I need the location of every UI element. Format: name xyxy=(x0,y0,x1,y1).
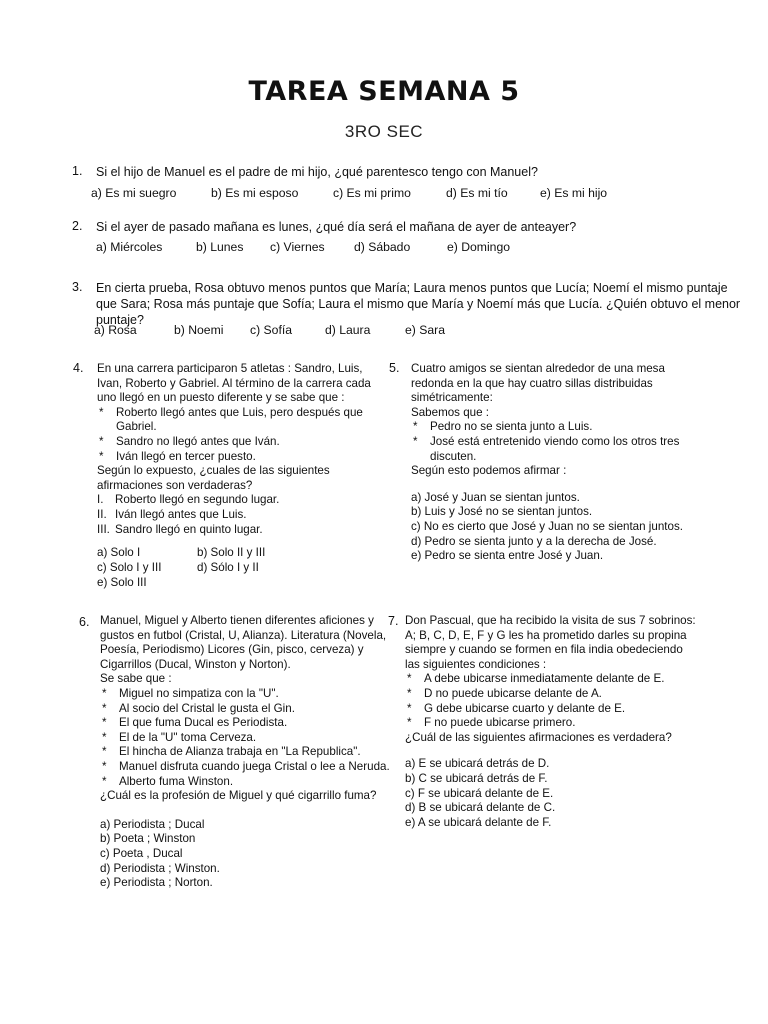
option: d) B se ubicará delante de C. xyxy=(405,801,556,815)
question-prompt: Según lo expuesto, ¿cuales de las siguientes xyxy=(97,464,330,478)
option: a) Periodista ; Ducal xyxy=(100,817,205,831)
question-prompt: afirmaciones son verdaderas? xyxy=(97,478,253,492)
bullet-marker: * xyxy=(407,686,412,700)
bullet-item: * A debe ubicarse inmediatamente delante de E. xyxy=(407,672,665,686)
question-prompt: Según esto podemos afirmar : xyxy=(411,464,567,478)
option: a) Rosa xyxy=(94,323,137,337)
text-line: siempre y cuando se formen en fila india obedeciendo xyxy=(405,643,683,657)
question-1-text: Si el hijo de Manuel es el padre de mi hijo, ¿qué parentesco tengo con Manuel? xyxy=(96,165,538,179)
bullet-item: * Manuel disfruta cuando juega Cristal o lee a Neruda. xyxy=(102,759,390,773)
option: c) Es mi primo xyxy=(333,186,411,200)
bullet-item: * Miguel no simpatiza con la "U". xyxy=(102,686,279,700)
text-line: En cierta prueba, Rosa obtuvo menos puntos que María; Laura menos puntos que Lucía; Noemí el mismo puntaje xyxy=(96,281,728,295)
bullet-marker: * xyxy=(413,434,418,448)
bullet-item: * El hincha de Alianza trabaja en "La Republica". xyxy=(102,745,361,759)
text-line: Manuel, Miguel y Alberto tienen diferentes aficiones y xyxy=(100,614,374,627)
option: c) F se ubicará delante de E. xyxy=(405,786,554,800)
bullet-item: * El de la "U" toma Cerveza. xyxy=(102,730,257,744)
bullet-marker: * xyxy=(102,774,107,788)
bullet-item: * Pedro no se sienta junto a Luis. xyxy=(413,420,593,434)
option: b) Poeta ; Winston xyxy=(100,832,196,846)
statement-item: I. Roberto llegó en segundo lugar. xyxy=(97,493,280,507)
bullet-item: * F no puede ubicarse primero. xyxy=(407,716,576,730)
bullet-marker: * xyxy=(102,730,107,744)
bullet-marker: * xyxy=(407,672,412,686)
question-1-number: 1. xyxy=(72,164,83,178)
text-line: Poesía, Periodismo) Licores (Gin, pisco, cerveza) y xyxy=(100,643,364,657)
question-3-text xyxy=(96,280,741,328)
question-2-number: 2. xyxy=(72,219,83,233)
bullet-continuation: Gabriel. xyxy=(116,420,157,434)
page-title: TAREA SEMANA 5 xyxy=(248,76,520,107)
option: d) Sólo I y II xyxy=(197,561,259,575)
option: a) José y Juan se sientan juntos. xyxy=(411,490,580,504)
option: d) Laura xyxy=(325,323,371,337)
option: b) Noemi xyxy=(174,323,224,337)
option: b) Es mi esposo xyxy=(211,186,299,200)
bullet-marker: * xyxy=(99,449,104,463)
question-5-body xyxy=(411,362,683,564)
question-6-number: 6. xyxy=(79,615,90,629)
question-2-text: Si el ayer de pasado mañana es lunes, ¿qué día será el mañana de ayer de anteayer? xyxy=(96,220,577,234)
known-facts-label: Sabemos que : xyxy=(411,405,489,419)
option: c) Viernes xyxy=(270,240,325,254)
option: a) Miércoles xyxy=(96,240,163,254)
text-line: uno llegó en un puesto diferente y se sabe que : xyxy=(97,391,345,405)
option: d) Es mi tío xyxy=(446,186,508,200)
option: b) Luis y José no se sientan juntos. xyxy=(411,505,593,519)
bullet-marker: * xyxy=(99,434,104,448)
option: e) Solo III xyxy=(97,576,147,590)
option: e) Domingo xyxy=(447,240,510,254)
statement-item: II. Iván llegó antes que Luis. xyxy=(97,507,247,521)
bullet-item: * El que fuma Ducal es Periodista. xyxy=(102,716,288,730)
question-4-options xyxy=(97,546,369,590)
option: c) Sofía xyxy=(250,323,292,337)
bullet-marker: * xyxy=(102,686,107,700)
option: c) Poeta , Ducal xyxy=(100,846,183,860)
bullet-item: * Sandro no llegó antes que Iván. xyxy=(99,434,280,448)
bullet-item: * Alberto fuma Winston. xyxy=(102,774,234,788)
option: d) Sábado xyxy=(354,240,411,254)
option: b) Solo II y III xyxy=(197,546,266,560)
question-7-body xyxy=(405,614,695,830)
text-line: las siguientes condiciones : xyxy=(405,657,547,671)
bullet-marker: * xyxy=(99,405,104,419)
text-line: Cuatro amigos se sientan alrededor de una mesa xyxy=(411,362,665,375)
question-5-number: 5. xyxy=(389,361,400,375)
option: d) Periodista ; Winston. xyxy=(100,861,220,875)
bullet-item: * Iván llegó en tercer puesto. xyxy=(99,449,256,463)
bullet-marker: * xyxy=(102,701,107,715)
text-line: redonda en la que hay cuatro sillas distribuidas xyxy=(411,376,653,390)
option: c) No es cierto que José y Juan no se sientan juntos. xyxy=(411,519,683,533)
text-line: Ivan, Roberto y Gabriel. Al término de la carrera cada xyxy=(97,376,371,390)
question-3-number: 3. xyxy=(72,280,83,294)
option: b) Lunes xyxy=(196,240,244,254)
option: a) E se ubicará detrás de D. xyxy=(405,757,550,771)
option: a) Solo I xyxy=(97,546,141,560)
option: d) Pedro se sienta junto y a la derecha de José. xyxy=(411,534,657,548)
bullet-marker: * xyxy=(413,420,418,434)
option: e) Pedro se sienta entre José y Juan. xyxy=(411,549,604,563)
page-subtitle: 3RO SEC xyxy=(344,122,424,141)
known-facts-label: Se sabe que : xyxy=(100,672,172,686)
question-2-options xyxy=(96,240,696,256)
text-line: Don Pascual, que ha recibido la visita de sus 7 sobrinos: xyxy=(405,614,696,627)
question-prompt: ¿Cuál es la profesión de Miguel y qué cigarrillo fuma? xyxy=(100,789,377,803)
option: a) Es mi suegro xyxy=(91,186,177,200)
question-6-body xyxy=(100,614,390,891)
question-4-body xyxy=(97,362,369,590)
text-line: simétricamente: xyxy=(411,391,493,405)
question-7-number: 7. xyxy=(388,614,399,628)
question-4-number: 4. xyxy=(73,361,84,375)
text-line: Cigarrillos (Ducal, Winston y Norton). xyxy=(100,657,291,671)
option: c) Solo I y III xyxy=(97,561,162,575)
text-line: gustos en futbol (Cristal, U, Alianza). Literatura (Novela, xyxy=(100,628,387,642)
option: b) C se ubicará detrás de F. xyxy=(405,771,548,785)
bullet-item: * Roberto llegó antes que Luis, pero después que xyxy=(99,405,363,419)
bullet-item: * G debe ubicarse cuarto y delante de E. xyxy=(407,701,626,715)
option: e) Sara xyxy=(405,323,445,337)
bullet-marker: * xyxy=(407,716,412,730)
question-1-options xyxy=(91,186,691,202)
bullet-item: * D no puede ubicarse delante de A. xyxy=(407,686,602,700)
text-line: puntaje? xyxy=(96,313,144,327)
option: e) Es mi hijo xyxy=(540,186,608,200)
bullet-item: * José está entretenido viendo como los otros tres xyxy=(413,434,680,448)
bullet-marker: * xyxy=(102,745,107,759)
text-line: que Sara; Rosa más puntaje que Sofía; Laura el mismo que María y Noemí más que Lucía. ¿Quién obtuvo el menor xyxy=(96,297,741,311)
bullet-marker: * xyxy=(407,701,412,715)
option: e) Periodista ; Norton. xyxy=(100,876,213,890)
bullet-marker: * xyxy=(102,759,107,773)
question-3-options xyxy=(94,323,694,339)
text-line: A; B, C, D, E, F y G les ha prometido darles su propina xyxy=(405,628,687,642)
bullet-item: * Al socio del Cristal le gusta el Gin. xyxy=(102,701,295,715)
bullet-continuation: discuten. xyxy=(430,449,477,463)
question-prompt: ¿Cuál de las siguientes afirmaciones es verdadera? xyxy=(405,730,672,744)
bullet-marker: * xyxy=(102,716,107,730)
statement-item: III. Sandro llegó en quinto lugar. xyxy=(97,522,263,536)
option: e) A se ubicará delante de F. xyxy=(405,815,552,829)
text-line: En una carrera participaron 5 atletas : Sandro, Luis, xyxy=(97,362,363,375)
